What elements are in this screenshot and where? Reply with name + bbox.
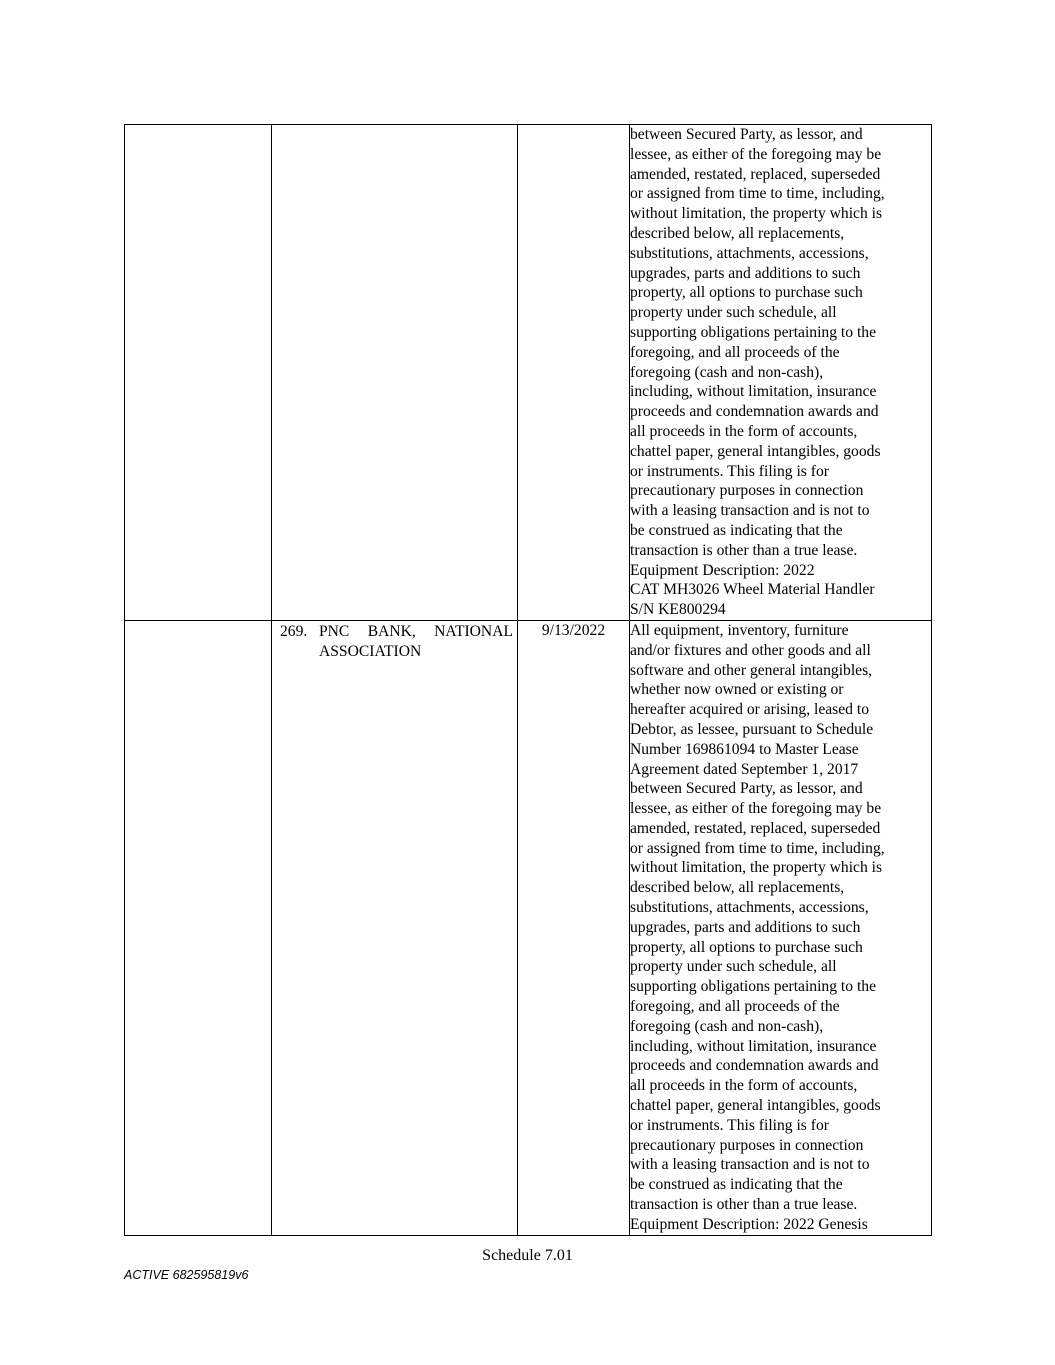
description-line: hereafter acquired or arising, leased to	[630, 701, 869, 719]
description-line: Number 169861094 to Master Lease	[630, 740, 859, 758]
description-line: foregoing, and all proceeds of the	[630, 343, 840, 361]
description-line: without limitation, the property which is	[630, 859, 883, 877]
description-line: lessee, as either of the foregoing may be	[630, 145, 882, 163]
description-line: substitutions, attachments, accessions,	[630, 899, 869, 917]
description-line: substitutions, attachments, accessions,	[630, 244, 869, 262]
description-line: Equipment Description: 2022	[630, 561, 815, 579]
description-line: described below, all replacements,	[630, 879, 845, 897]
description-line: amended, restated, replaced, superseded	[630, 165, 881, 183]
description-line: property under such schedule, all	[630, 304, 837, 322]
description-line: or instruments. This filing is for	[630, 462, 829, 480]
description-line: Agreement dated September 1, 2017	[630, 760, 859, 778]
party-name-word: PNC	[319, 622, 350, 640]
description-line: between Secured Party, as lessor, and	[630, 126, 863, 143]
description-line: chattel paper, general intangibles, goods	[630, 1097, 881, 1115]
description-line: without limitation, the property which is	[630, 205, 883, 223]
secured-party-cell	[272, 125, 518, 621]
description-line: Equipment Description: 2022 Genesis	[630, 1215, 868, 1233]
description-line: precautionary purposes in connection	[630, 482, 864, 500]
description-lines	[630, 621, 931, 1235]
description-line: transaction is other than a true lease.	[630, 1196, 858, 1214]
description-line: whether now owned or existing or	[630, 681, 844, 699]
party-name-word: NATIONAL	[434, 622, 513, 640]
description-line: with a leasing transaction and is not to	[630, 502, 870, 520]
description-line: upgrades, parts and additions to such	[630, 918, 861, 936]
party-name-word: BANK,	[367, 622, 416, 640]
description-line: property, all options to purchase such	[630, 938, 863, 956]
description-line: supporting obligations pertaining to the	[630, 323, 877, 341]
description-line: proceeds and condemnation awards and	[630, 403, 879, 421]
description-line: S/N KE800294	[630, 601, 726, 619]
table-row	[125, 620, 932, 1235]
description-line: All equipment, inventory, furniture	[630, 621, 849, 639]
description-line: be construed as indicating that the	[630, 521, 843, 539]
description-line: foregoing (cash and non-cash),	[630, 363, 824, 381]
description-line: foregoing, and all proceeds of the	[630, 998, 840, 1016]
description-line: and/or fixtures and other goods and all	[630, 641, 871, 659]
description-line: chattel paper, general intangibles, goods	[630, 442, 881, 460]
description-lines	[630, 125, 931, 620]
collateral-description-cell	[630, 125, 932, 621]
secured-party-cell	[272, 620, 518, 1235]
description-line: transaction is other than a true lease.	[630, 541, 858, 559]
filing-date-cell: 9/13/2022	[518, 620, 630, 1235]
party-name-line-2: ASSOCIATION	[319, 642, 422, 660]
description-line: all proceeds in the form of accounts,	[630, 422, 858, 440]
description-line: between Secured Party, as lessor, and	[630, 780, 863, 798]
description-line: precautionary purposes in connection	[630, 1136, 864, 1154]
secured-party-name	[319, 622, 513, 662]
page-footer-title: Schedule 7.01	[482, 1247, 573, 1264]
description-line: upgrades, parts and additions to such	[630, 264, 861, 282]
description-line: amended, restated, replaced, superseded	[630, 819, 881, 837]
description-line: or assigned from time to time, including,	[630, 185, 885, 203]
description-line: proceeds and condemnation awards and	[630, 1057, 879, 1075]
description-line: lessee, as either of the foregoing may be	[630, 800, 882, 818]
description-line: or assigned from time to time, including,	[630, 839, 885, 857]
description-line: software and other general intangibles,	[630, 661, 873, 679]
description-line: with a leasing transaction and is not to	[630, 1156, 870, 1174]
description-line: foregoing (cash and non-cash),	[630, 1017, 824, 1035]
debtor-cell	[125, 620, 272, 1235]
description-line: be construed as indicating that the	[630, 1176, 843, 1194]
filings-table	[124, 124, 932, 1236]
party-name-line-1	[319, 622, 513, 642]
filing-number: 269.	[280, 622, 308, 640]
description-line: all proceeds in the form of accounts,	[630, 1077, 858, 1095]
description-line: or instruments. This filing is for	[630, 1116, 829, 1134]
description-line: including, without limitation, insurance	[630, 1037, 877, 1055]
table-row	[125, 125, 932, 621]
description-line: property under such schedule, all	[630, 958, 837, 976]
collateral-description-cell	[630, 620, 932, 1235]
description-line: CAT MH3026 Wheel Material Handler	[630, 581, 875, 599]
debtor-cell	[125, 125, 272, 621]
description-line: including, without limitation, insurance	[630, 383, 877, 401]
description-line: Debtor, as lessee, pursuant to Schedule	[630, 720, 874, 738]
document-id: ACTIVE 682595819v6	[124, 1268, 249, 1282]
filing-date-cell	[518, 125, 630, 621]
description-line: described below, all replacements,	[630, 224, 845, 242]
description-line: supporting obligations pertaining to the	[630, 978, 877, 996]
description-line: property, all options to purchase such	[630, 284, 863, 302]
